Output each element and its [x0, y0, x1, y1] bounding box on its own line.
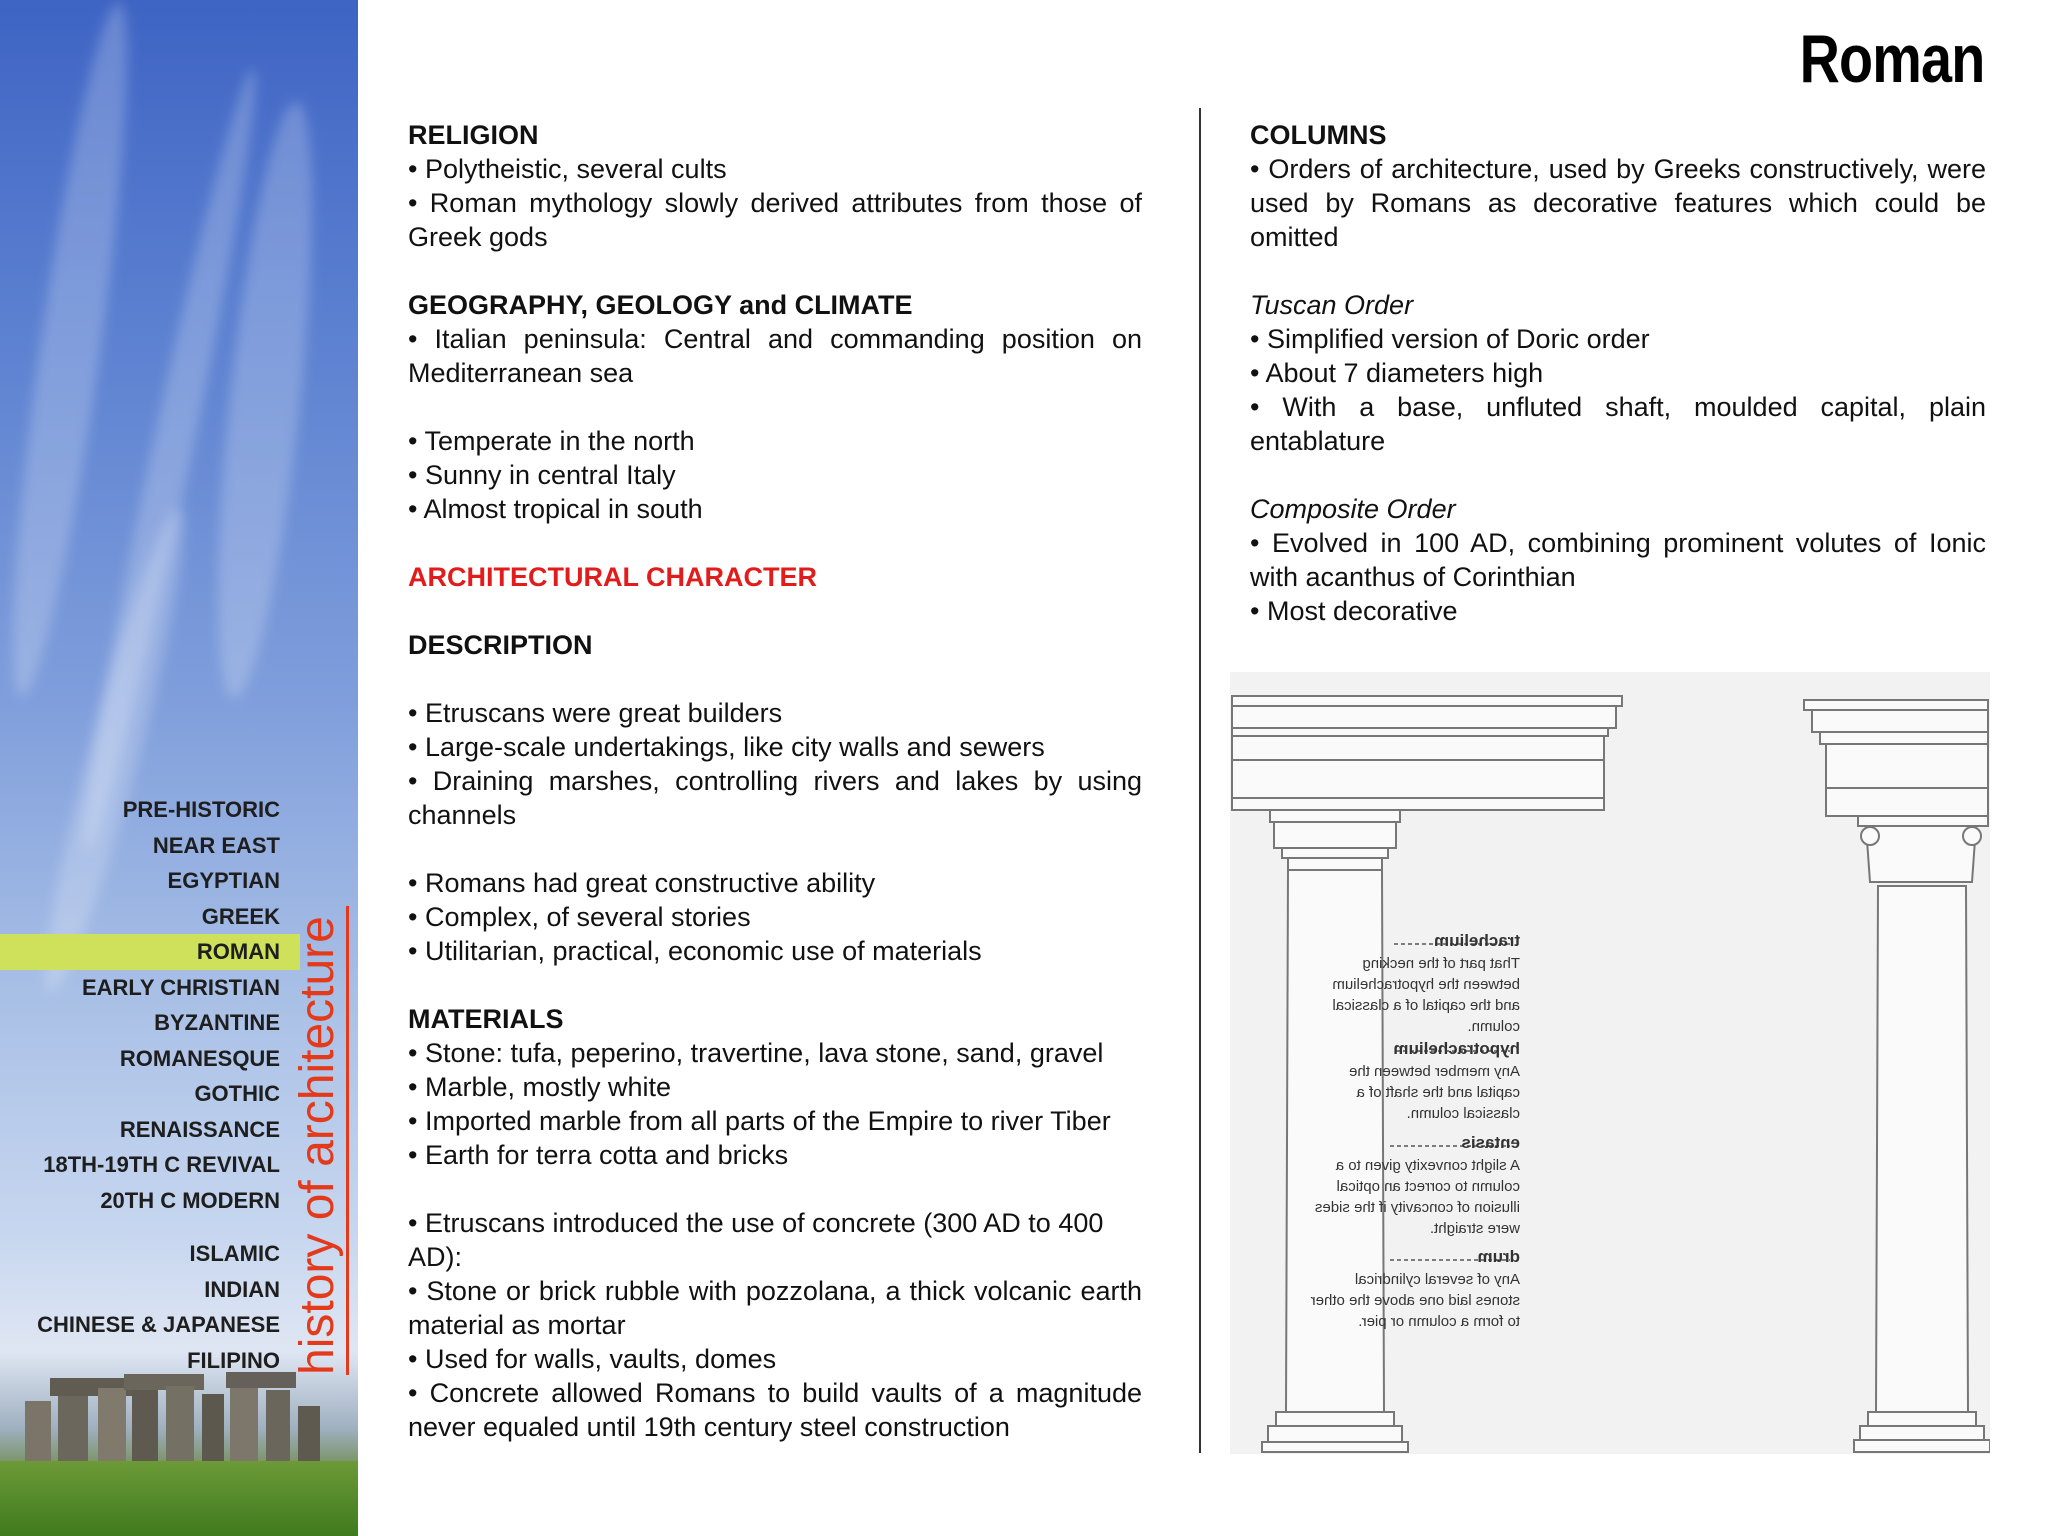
nav-item-early-christian[interactable]: EARLY CHRISTIAN	[81, 974, 280, 1000]
figure-definition-line: capital and the shaft of a	[1356, 1084, 1520, 1101]
bullet: • Draining marshes, controlling rivers and lakes by using channels	[408, 766, 1142, 830]
figure-definition-line: to form a column or pier.	[1358, 1313, 1520, 1330]
figure-definition-line: illusion of concavity if the sides	[1314, 1199, 1520, 1216]
nav-item-20th-c-modern[interactable]: 20TH C MODERN	[100, 1187, 280, 1213]
bullet: • Stone: tufa, peperino, travertine, lava stone, sand, gravel	[408, 1038, 1104, 1068]
figure-definition-line: That part of the necking	[1362, 955, 1520, 972]
religion-heading: RELIGION	[408, 120, 539, 150]
bullet: • Italian peninsula: Central and commanding position on Mediterranean sea	[408, 324, 1142, 388]
bullet: • Used for walls, vaults, domes	[408, 1344, 777, 1374]
figure-term: entasis	[1461, 1133, 1520, 1152]
bullet: • Concrete allowed Romans to build vaults of a magnitude never equaled until 19th century steel construction	[408, 1378, 1142, 1442]
bullet: • Polytheistic, several cults	[408, 154, 727, 184]
bullet: • Imported marble from all parts of the Empire to river Tiber	[408, 1106, 1111, 1136]
bullet: • Marble, mostly white	[408, 1072, 672, 1102]
nav-item-byzantine[interactable]: BYZANTINE	[154, 1010, 280, 1035]
bullet: • Large-scale undertakings, like city walls and sewers	[408, 732, 1045, 762]
column-divider	[1199, 108, 1201, 1453]
figure-definition-line: Any of several cylindrical	[1354, 1271, 1520, 1288]
figure-term: trachelium	[1434, 931, 1520, 950]
nav-item-filipino[interactable]: FILIPINO	[187, 1347, 280, 1373]
figure-definition-line: and the capital of a classical	[1332, 997, 1520, 1014]
bullet: • Temperate in the north	[408, 426, 695, 456]
figure-definition-line: were straight.	[1429, 1220, 1520, 1237]
nav-item-greek[interactable]: GREEK	[201, 903, 280, 929]
page-title: Roman	[1799, 21, 1984, 97]
composite-order-heading: Composite Order	[1250, 494, 1456, 524]
figure-definition-line: between the hypotrachelium	[1332, 976, 1520, 993]
nav-item-islamic[interactable]: ISLAMIC	[189, 1241, 280, 1266]
bullet: • Most decorative	[1250, 596, 1458, 626]
nav-item-chinese-japanese[interactable]: CHINESE & JAPANESE	[37, 1312, 280, 1337]
bullet: • Evolved in 100 AD, combining prominent volutes of Ionic with acanthus of Corinthian	[1250, 528, 1986, 592]
geography-heading: GEOGRAPHY, GEOLOGY and CLIMATE	[408, 290, 913, 320]
bullet: • Roman mythology slowly derived attributes from those of Greek gods	[408, 188, 1142, 252]
bullet: • Simplified version of Doric order	[1250, 324, 1650, 354]
bullet: • Etruscans introduced the use of concrete (300 AD to 400 AD):	[408, 1208, 1104, 1272]
nav-item-egyptian[interactable]: EGYPTIAN	[167, 868, 280, 893]
right-column	[1250, 118, 1986, 628]
columns-heading: COLUMNS	[1250, 120, 1387, 150]
bullet: • Sunny in central Italy	[408, 460, 676, 490]
figure-definition-line: Any member between the	[1349, 1063, 1520, 1080]
nav-item-romanesque[interactable]: ROMANESQUE	[119, 1045, 280, 1071]
sidebar	[0, 0, 358, 1536]
bullet: • Almost tropical in south	[408, 494, 703, 524]
bullet: • Earth for terra cotta and bricks	[408, 1140, 789, 1170]
figure-definition-line: column.	[1467, 1018, 1520, 1035]
nav-item-renaissance[interactable]: RENAISSANCE	[119, 1116, 280, 1142]
bullet: • Utilitarian, practical, economic use of materials	[408, 936, 982, 966]
figure-definition-line: classical column.	[1406, 1105, 1520, 1122]
nav-item-pre-historic[interactable]: PRE-HISTORIC	[122, 797, 280, 822]
vertical-title: history of architecture	[290, 906, 349, 1375]
nav-item-gothic[interactable]: GOTHIC	[194, 1081, 280, 1106]
materials-heading: MATERIALS	[408, 1004, 564, 1034]
bullet: • About 7 diameters high	[1250, 358, 1544, 388]
nav-item-indian[interactable]: INDIAN	[204, 1276, 280, 1302]
nav-item-18th-19th-c-revival[interactable]: 18TH-19TH C REVIVAL	[43, 1152, 280, 1177]
bullet: • Romans had great constructive ability	[408, 868, 876, 898]
bullet: • Etruscans were great builders	[408, 698, 783, 728]
column-orders-illustration	[1230, 672, 1990, 1454]
topic-nav	[0, 792, 280, 1378]
figure-definition-line: A slight convexity given to a	[1335, 1157, 1520, 1174]
description-heading: DESCRIPTION	[408, 630, 593, 660]
nav-item-near-east[interactable]: NEAR EAST	[152, 832, 280, 858]
bullet: • With a base, unfluted shaft, moulded capital, plain entablature	[1250, 392, 1986, 456]
tuscan-order-heading: Tuscan Order	[1250, 290, 1414, 320]
left-column	[408, 118, 1142, 1444]
figure-term: hypotrachelium	[1393, 1039, 1520, 1058]
figure-term: drum	[1477, 1247, 1520, 1266]
bullet: • Orders of architecture, used by Greeks constructively, were used by Romans as decorative features which could be omitted	[1250, 154, 1986, 252]
figure-definition-line: column to correct an optical	[1336, 1178, 1520, 1195]
figure-definition-line: stones laid one above the other	[1310, 1292, 1520, 1309]
grass-ground	[0, 1461, 358, 1536]
bullet: • Stone or brick rubble with pozzolana, a thick volcanic earth material as mortar	[408, 1276, 1142, 1340]
bullet: • Complex, of several stories	[408, 902, 751, 932]
nav-item-roman[interactable]: ROMAN	[0, 934, 300, 970]
architectural-character-heading: ARCHITECTURAL CHARACTER	[408, 562, 817, 592]
